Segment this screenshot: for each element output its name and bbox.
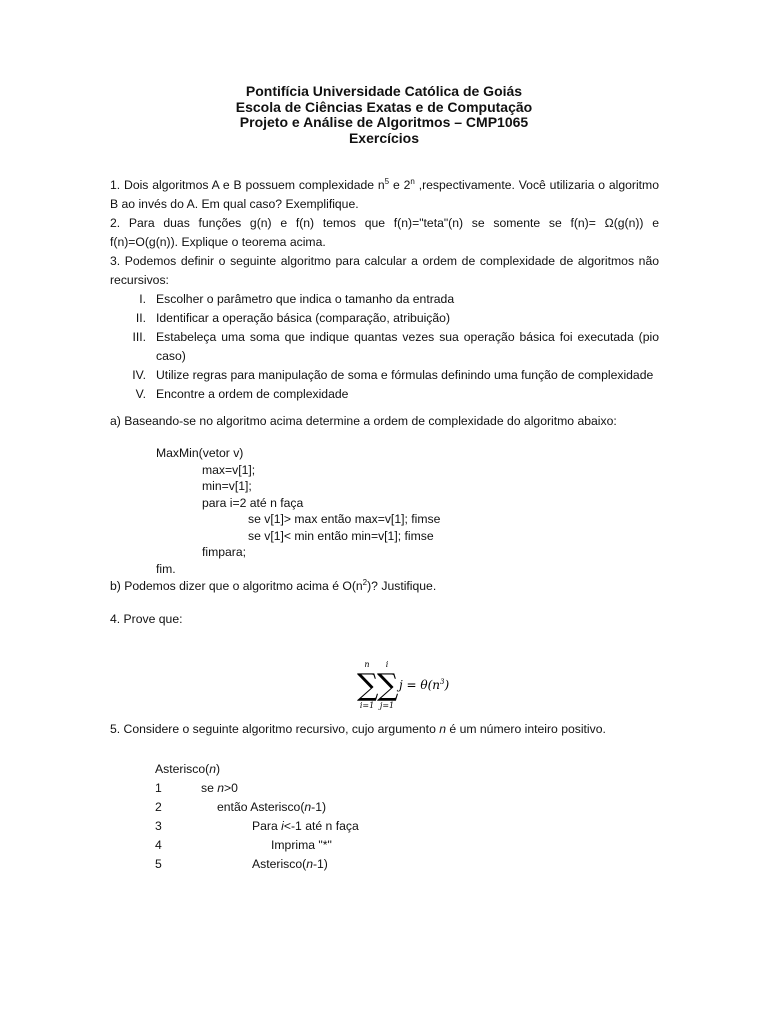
code-line: 1 se n>0: [155, 781, 238, 795]
question-3-intro: 3. Podemos definir o seguinte algoritmo para calcular a ordem de complexidade de algoritmos não recursivos:: [110, 254, 659, 287]
question-4-label: 4. Prove que:: [110, 612, 183, 626]
sum1-upper: n: [364, 660, 370, 669]
school-name: Escola de Ciências Exatas e de Computação: [235, 98, 533, 115]
list-item: V. Encontre a ordem de complexidade: [135, 387, 349, 401]
code-line: fimpara;: [202, 545, 247, 559]
course-name: Projeto e Análise de Algoritmos – CMP1065: [239, 114, 529, 130]
list-item: I. Escolher o parâmetro que indica o tamanho da entrada: [139, 292, 455, 306]
algorithm-steps-list: [110, 290, 659, 404]
question-1: 1. Dois algoritmos A e B possuem complexidade $n^5$ e 2$^n$ ,respectivamente. Você utilizaria o algoritmo B ao invés do A. Em qual caso? Exemplifique.: [110, 176, 659, 211]
list-item: III. Estabeleça uma soma que indique quantas vezes sua operação básica foi executada (pio caso): [132, 330, 659, 363]
code-line: para i=2 até n faça: [202, 495, 304, 510]
code-line: 3 Para i<-1 até n faça: [155, 819, 359, 833]
code-line: MaxMin(vetor v): [156, 446, 244, 460]
formula-close: ): [444, 678, 450, 692]
sum2-lower: j=1: [379, 701, 395, 710]
question-3a: a) Baseando-se no algoritmo acima determine a ordem de complexidade do algoritmo abaixo:: [110, 414, 617, 428]
code-line: min=v[1];: [202, 479, 252, 493]
question-2: 2. Para duas funções g(n) e f(n) temos que f(n)="teta"(n) se somente se f(n)= Ω(g(n)) e f(n)=O(g(n)). Explique o teorema acima.: [110, 216, 659, 249]
sigma-icon: ∑: [357, 668, 379, 703]
code-line: se v[1]< min então min=v[1]; fimse: [248, 528, 434, 543]
code-line: se v[1]> max então max=v[1]; fimse: [248, 512, 441, 526]
code-line: max=v[1];: [202, 462, 256, 477]
university-name: Pontifícia Universidade Católica de Goiás: [245, 83, 523, 99]
list-item: II. Identificar a operação básica (comparação, atribuição): [135, 311, 451, 325]
document-title: Exercícios: [348, 129, 420, 146]
maxmin-pseudocode: [156, 445, 659, 577]
question-3b: b) Podemos dizer que o algoritmo acima é $O(n^2)$? Justifique.: [110, 577, 437, 593]
formula-exponent: 3: [440, 678, 445, 686]
sum1-lower: i=1: [359, 701, 375, 710]
sigma-icon: ∑: [377, 668, 399, 703]
code-line: fim.: [156, 561, 176, 576]
exercise-body: [110, 176, 659, 629]
sum2-upper: i: [385, 660, 389, 669]
question-5: 5. Considere o seguinte algoritmo recursivo, cujo argumento n é um número inteiro positivo.: [110, 722, 606, 736]
summation-formula: [355, 658, 475, 710]
list-item: IV. Utilize regras para manipulação de soma e fórmulas definindo uma função de complexidade: [132, 368, 654, 382]
code-line: 5 Asterisco(n-1): [155, 857, 328, 871]
code-line: 2 então Asterisco(n-1): [155, 800, 327, 814]
formula-body: j = θ(n: [399, 678, 441, 692]
code-line: 4 Imprima "*": [155, 838, 332, 852]
document-header: [0, 84, 768, 146]
code-line: Asterisco(n): [155, 762, 221, 776]
asterisco-pseudocode: [155, 760, 359, 874]
svg-text:j = θ(n3): [396, 678, 450, 692]
